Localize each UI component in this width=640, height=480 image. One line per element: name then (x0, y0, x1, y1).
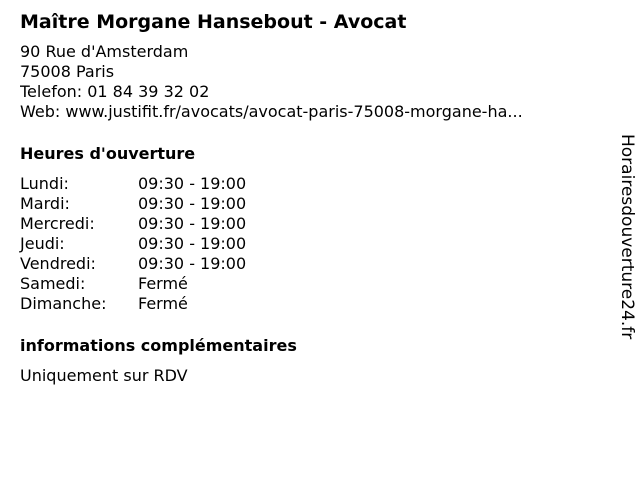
day-hours: 09:30 - 19:00 (138, 234, 247, 253)
site-watermark: Horairesdouverture24.fr (617, 134, 637, 340)
hours-row-lundi (20, 174, 590, 194)
day-hours: 09:30 - 19:00 (138, 174, 247, 193)
hours-row-dimanche (20, 294, 590, 314)
day-label: Lundi: (20, 174, 69, 193)
hours-row-mardi (20, 194, 590, 214)
hours-row-mercredi (20, 214, 590, 234)
day-hours: 09:30 - 19:00 (138, 194, 247, 213)
business-card (20, 10, 590, 386)
business-name: Maître Morgane Hansebout - Avocat (20, 11, 407, 33)
hours-row-jeudi (20, 234, 590, 254)
address-city: 75008 Paris (20, 62, 115, 81)
address-street: 90 Rue d'Amsterdam (20, 42, 189, 61)
day-label: Vendredi: (20, 254, 96, 273)
day-hours: Fermé (138, 274, 188, 293)
day-hours: Fermé (138, 294, 188, 313)
day-hours: 09:30 - 19:00 (138, 214, 247, 233)
opening-hours-table (20, 174, 590, 314)
day-label: Samedi: (20, 274, 86, 293)
hours-row-samedi (20, 274, 590, 294)
opening-hours-heading: Heures d'ouverture (20, 144, 196, 163)
phone-number: Telefon: 01 84 39 32 02 (20, 82, 210, 101)
day-label: Jeudi: (20, 234, 65, 253)
additional-info-text: Uniquement sur RDV (20, 366, 188, 385)
day-hours: 09:30 - 19:00 (138, 254, 247, 273)
day-label: Mercredi: (20, 214, 95, 233)
website-link[interactable]: Web: www.justifit.fr/avocats/avocat-paris-75008-morgane-ha... (20, 102, 523, 121)
day-label: Dimanche: (20, 294, 107, 313)
hours-row-vendredi (20, 254, 590, 274)
day-label: Mardi: (20, 194, 70, 213)
additional-info-heading: informations complémentaires (20, 336, 297, 355)
